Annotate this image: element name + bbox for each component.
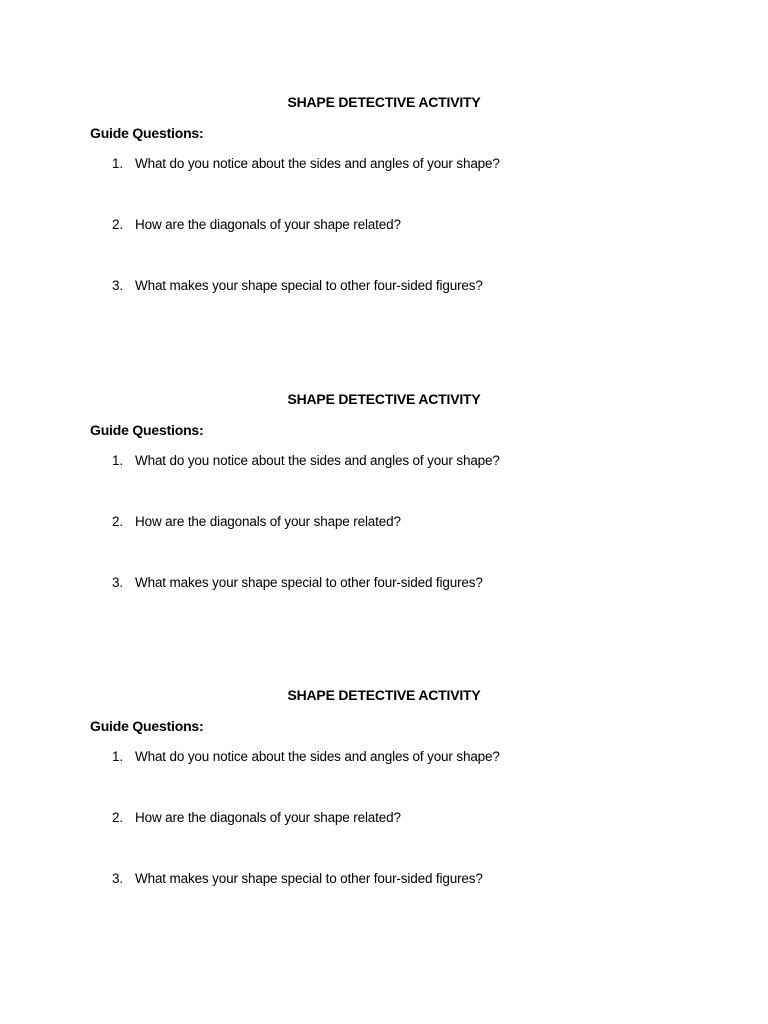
question-text: What makes your shape special to other four-sided figures? xyxy=(135,575,483,590)
question-number: 3. xyxy=(112,278,123,293)
question-number: 1. xyxy=(112,453,123,468)
question-number: 2. xyxy=(112,514,123,529)
question-text: What do you notice about the sides and angles of your shape? xyxy=(135,749,500,764)
activity-title: SHAPE DETECTIVE ACTIVITY xyxy=(287,94,481,110)
activity-section-1 xyxy=(0,93,768,353)
question-text: How are the diagonals of your shape related? xyxy=(135,810,401,825)
question-number: 2. xyxy=(112,810,123,825)
question-text: What do you notice about the sides and angles of your shape? xyxy=(135,453,500,468)
question-number: 3. xyxy=(112,575,123,590)
question-text: What makes your shape special to other four-sided figures? xyxy=(135,871,483,886)
guide-questions-label: Guide Questions: xyxy=(90,125,204,141)
question-number: 3. xyxy=(112,871,123,886)
guide-questions-label: Guide Questions: xyxy=(90,422,204,438)
question-text: How are the diagonals of your shape related? xyxy=(135,514,401,529)
question-number: 1. xyxy=(112,749,123,764)
question-text: What do you notice about the sides and angles of your shape? xyxy=(135,156,500,171)
question-text: What makes your shape special to other four-sided figures? xyxy=(135,278,483,293)
activity-title: SHAPE DETECTIVE ACTIVITY xyxy=(287,687,481,703)
activity-section-2 xyxy=(0,390,768,650)
guide-questions-label: Guide Questions: xyxy=(90,718,204,734)
activity-title: SHAPE DETECTIVE ACTIVITY xyxy=(287,391,481,407)
activity-section-3 xyxy=(0,686,768,946)
question-number: 2. xyxy=(112,217,123,232)
question-number: 1. xyxy=(112,156,123,171)
question-text: How are the diagonals of your shape related? xyxy=(135,217,401,232)
